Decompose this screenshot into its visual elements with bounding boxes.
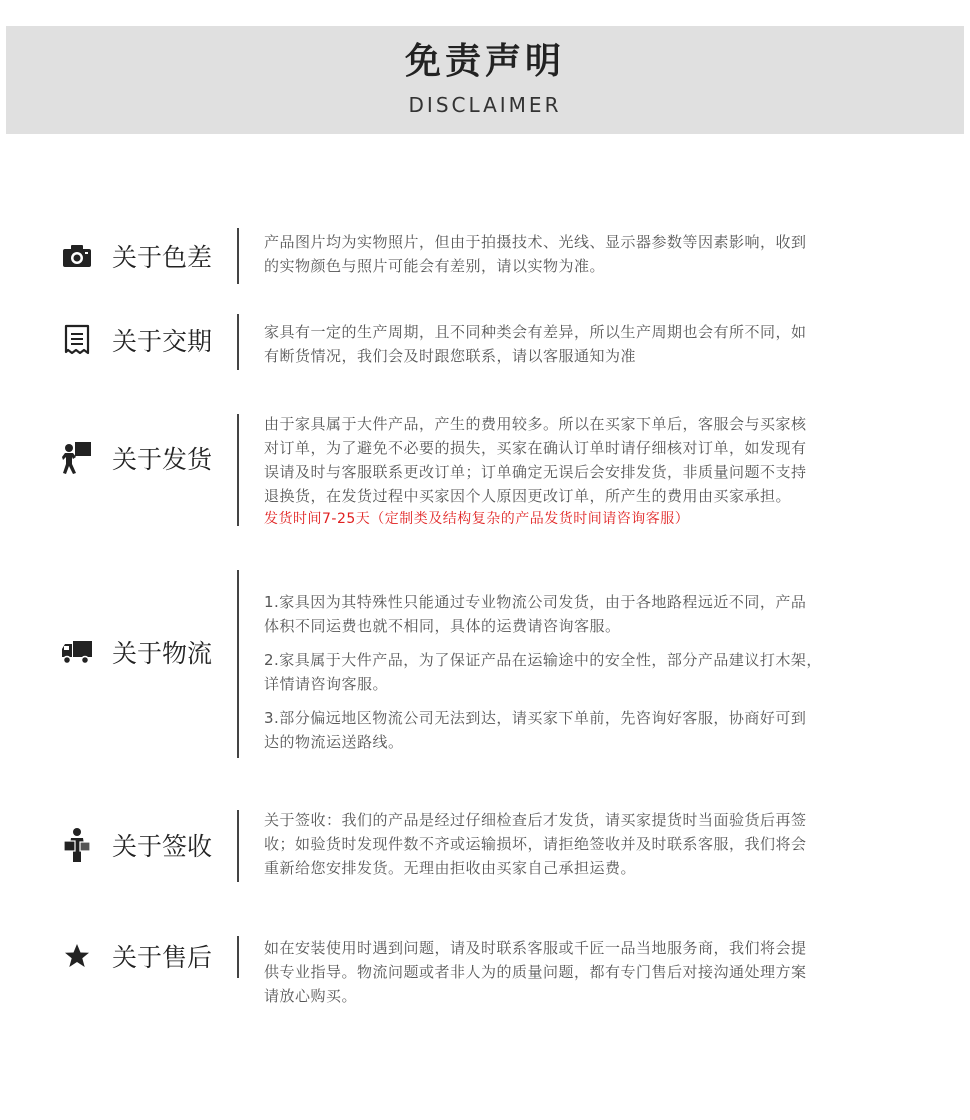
text-line: 收；如验货时发现件数不齐或运输损坏，请拒绝签收并及时联系客服，我们将会 — [264, 835, 807, 853]
section-label — [60, 438, 230, 478]
text-line: 的实物颜色与照片可能会有差别，请以实物为准。 — [264, 257, 606, 275]
list-item — [264, 590, 894, 638]
star-icon — [60, 939, 94, 973]
receipt-icon — [60, 323, 94, 357]
section-divider — [237, 414, 239, 526]
section-text — [264, 230, 894, 278]
text-line: 详情请咨询客服。 — [264, 675, 389, 693]
list-item — [264, 706, 894, 754]
text-line: 如在安装使用时遇到问题，请及时联系客服或千匠一品当地服务商，我们将会提 — [264, 939, 807, 957]
text-line: 3.部分偏远地区物流公司无法到达，请买家下单前，先咨询好客服，协商好可到 — [264, 709, 807, 727]
section-text — [264, 320, 894, 368]
text-line: 家具有一定的生产周期，且不同种类会有差异，所以生产周期也会有所不同，如 — [264, 323, 807, 341]
text-line: 体积不同运费也就不相同，具体的运费请咨询客服。 — [264, 617, 621, 635]
page-title: 免责声明 — [404, 41, 565, 82]
text-line: 有断货情况，我们会及时跟您联系，请以客服通知为准 — [264, 347, 637, 365]
section-title: 关于发货 — [112, 445, 213, 474]
section-divider — [237, 228, 239, 284]
text-line: 达的物流运送路线。 — [264, 733, 404, 751]
person-package-icon — [60, 828, 94, 862]
text-line: 请放心购买。 — [264, 987, 358, 1005]
section-title: 关于物流 — [112, 639, 213, 668]
text-line: 产品图片均为实物照片，但由于拍摄技术、光线、显示器参数等因素影响，收到 — [264, 233, 807, 251]
text-line: 2.家具属于大件产品，为了保证产品在运输途中的安全性，部分产品建议打木架， — [264, 651, 822, 669]
section-label — [60, 320, 230, 360]
text-line: 关于签收：我们的产品是经过仔细检查后才发货，请买家提货时当面验货后再签 — [264, 811, 807, 829]
text-line: 1.家具因为其特殊性只能通过专业物流公司发货，由于各地路程远近不同，产品 — [264, 593, 807, 611]
section-title: 关于售后 — [112, 943, 213, 972]
text-line: 退换货，在发货过程中买家因个人原因更改订单，所产生的费用由买家承担。 — [264, 487, 792, 505]
section-divider — [237, 936, 239, 978]
section-text — [264, 590, 894, 764]
section-text — [264, 808, 894, 880]
section-divider — [237, 570, 239, 758]
delivery-person-icon — [60, 441, 94, 475]
truck-icon — [60, 635, 94, 669]
section-divider — [237, 314, 239, 370]
section-divider — [237, 810, 239, 882]
text-line: 供专业指导。物流问题或者非人为的质量问题，都有专门售后对接沟通处理方案 — [264, 963, 807, 981]
section-text — [264, 412, 894, 530]
section-label — [60, 236, 230, 276]
list-item — [264, 648, 894, 696]
section-label — [60, 825, 230, 865]
text-line: 误请及时与客服联系更改订单；订单确定无误后会安排发货，非质量问题不支持 — [264, 463, 807, 481]
page-subtitle: DISCLAIMER — [408, 93, 562, 117]
section-label — [60, 936, 230, 976]
section-title: 关于色差 — [112, 243, 213, 272]
camera-icon — [60, 239, 94, 273]
disclaimer-header — [6, 26, 964, 134]
section-title: 关于签收 — [112, 832, 213, 861]
section-label — [60, 632, 230, 672]
section-title: 关于交期 — [112, 327, 213, 356]
text-line: 对订单，为了避免不必要的损失，买家在确认订单时请仔细核对订单，如发现有 — [264, 439, 807, 457]
text-line: 由于家具属于大件产品，产生的费用较多。所以在买家下单后，客服会与买家核 — [264, 415, 807, 433]
text-line: 重新给您安排发货。无理由拒收由买家自己承担运费。 — [264, 859, 637, 877]
section-text — [264, 936, 894, 1008]
shipping-time-notice: 发货时间7-25天（定制类及结构复杂的产品发货时间请咨询客服） — [264, 511, 690, 527]
